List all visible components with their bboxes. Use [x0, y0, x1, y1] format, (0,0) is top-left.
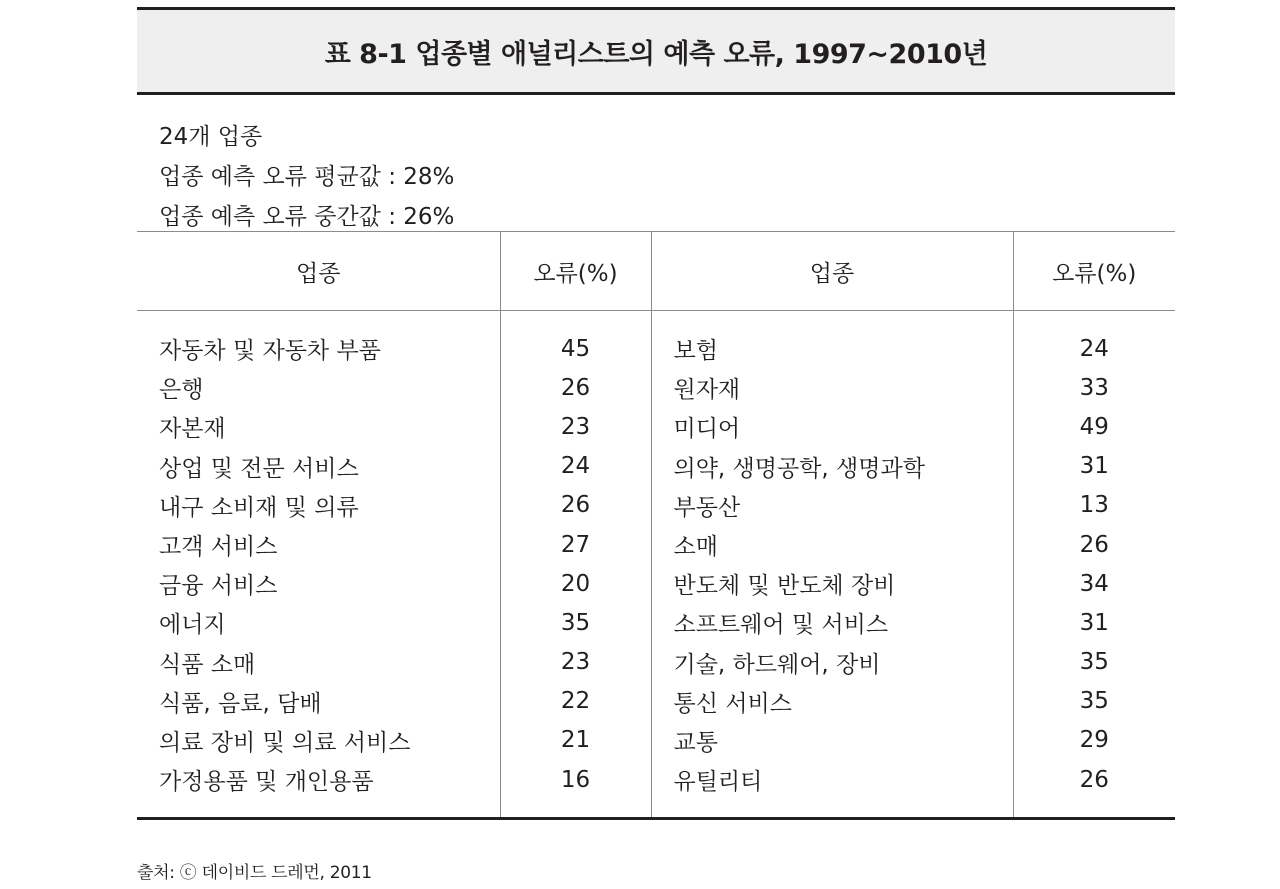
left-error-cell: 26 [500, 368, 651, 407]
table-title: 표 8-1 업종별 애널리스트의 예측 오류, 1997~2010년 [137, 7, 1175, 95]
right-error-cell: 34 [1013, 564, 1175, 603]
table-row [137, 368, 1175, 407]
table-row [137, 525, 1175, 564]
left-industry-cell: 식품 소매 [159, 651, 256, 678]
left-error-cell: 23 [500, 643, 651, 682]
left-error-cell: 16 [500, 760, 651, 819]
left-industry-cell: 의료 장비 및 의료 서비스 [159, 729, 411, 756]
right-industry-cell: 미디어 [651, 407, 1013, 446]
source-note: 출처: ⓒ 데이비드 드레먼, 2011 [137, 863, 372, 883]
right-error-cell: 31 [1013, 447, 1175, 486]
forecast-error-table [137, 7, 1175, 820]
left-industry-cell: 내구 소비재 및 의류 [159, 494, 359, 521]
left-error-cell: 22 [500, 682, 651, 721]
left-industry-cell: 고객 서비스 [159, 534, 278, 561]
right-error-cell: 35 [1013, 643, 1175, 682]
right-error-cell: 49 [1013, 407, 1175, 446]
left-error-cell: 35 [500, 603, 651, 642]
right-industry-cell: 보험 [651, 311, 1013, 369]
left-error-cell: 21 [500, 721, 651, 760]
right-error-cell: 29 [1013, 721, 1175, 760]
left-error-cell: 24 [500, 447, 651, 486]
header-error-right: 오류(%) [1013, 232, 1175, 311]
left-industry-cell: 식품, 음료, 담배 [159, 690, 322, 717]
right-industry-cell: 부동산 [651, 486, 1013, 525]
left-industry-cell: 금융 서비스 [159, 573, 278, 600]
left-industry-cell: 자본재 [159, 416, 226, 443]
summary-median-error: 업종 예측 오류 중간값 : 26% [159, 204, 455, 230]
right-industry-cell: 교통 [651, 721, 1013, 760]
left-industry-cell: 에너지 [159, 612, 226, 639]
right-industry-cell: 소매 [651, 525, 1013, 564]
right-industry-cell: 통신 서비스 [651, 682, 1013, 721]
left-error-cell: 20 [500, 564, 651, 603]
right-error-cell: 35 [1013, 682, 1175, 721]
table-row [137, 603, 1175, 642]
data-grid [137, 231, 1175, 820]
table-row [137, 486, 1175, 525]
table-row [137, 564, 1175, 603]
right-error-cell: 24 [1013, 311, 1175, 369]
left-error-cell: 45 [500, 311, 651, 369]
right-error-cell: 33 [1013, 368, 1175, 407]
table-row [137, 643, 1175, 682]
summary-industry-count: 24개 업종 [159, 124, 263, 150]
left-error-cell: 26 [500, 486, 651, 525]
table-row [137, 760, 1175, 819]
header-error-left: 오류(%) [500, 232, 651, 311]
table-row [137, 447, 1175, 486]
right-error-cell: 26 [1013, 760, 1175, 819]
table-row [137, 311, 1175, 369]
left-industry-cell: 자동차 및 자동차 부품 [159, 338, 381, 365]
right-error-cell: 13 [1013, 486, 1175, 525]
left-industry-cell: 은행 [159, 377, 204, 404]
right-industry-cell: 원자재 [651, 368, 1013, 407]
left-industry-cell: 상업 및 전문 서비스 [159, 455, 359, 482]
right-industry-cell: 반도체 및 반도체 장비 [651, 564, 1013, 603]
summary-block [137, 95, 1175, 231]
left-error-cell: 23 [500, 407, 651, 446]
table-row [137, 682, 1175, 721]
header-industry-left: 업종 [137, 232, 500, 311]
header-row [137, 232, 1175, 311]
left-industry-cell: 가정용품 및 개인용품 [159, 769, 374, 796]
table-row [137, 721, 1175, 760]
summary-mean-error: 업종 예측 오류 평균값 : 28% [159, 164, 455, 190]
header-industry-right: 업종 [651, 232, 1013, 311]
left-error-cell: 27 [500, 525, 651, 564]
right-industry-cell: 유틸리티 [651, 760, 1013, 819]
right-error-cell: 31 [1013, 603, 1175, 642]
right-industry-cell: 의약, 생명공학, 생명과학 [651, 447, 1013, 486]
right-industry-cell: 소프트웨어 및 서비스 [651, 603, 1013, 642]
right-industry-cell: 기술, 하드웨어, 장비 [651, 643, 1013, 682]
right-error-cell: 26 [1013, 525, 1175, 564]
table-row [137, 407, 1175, 446]
